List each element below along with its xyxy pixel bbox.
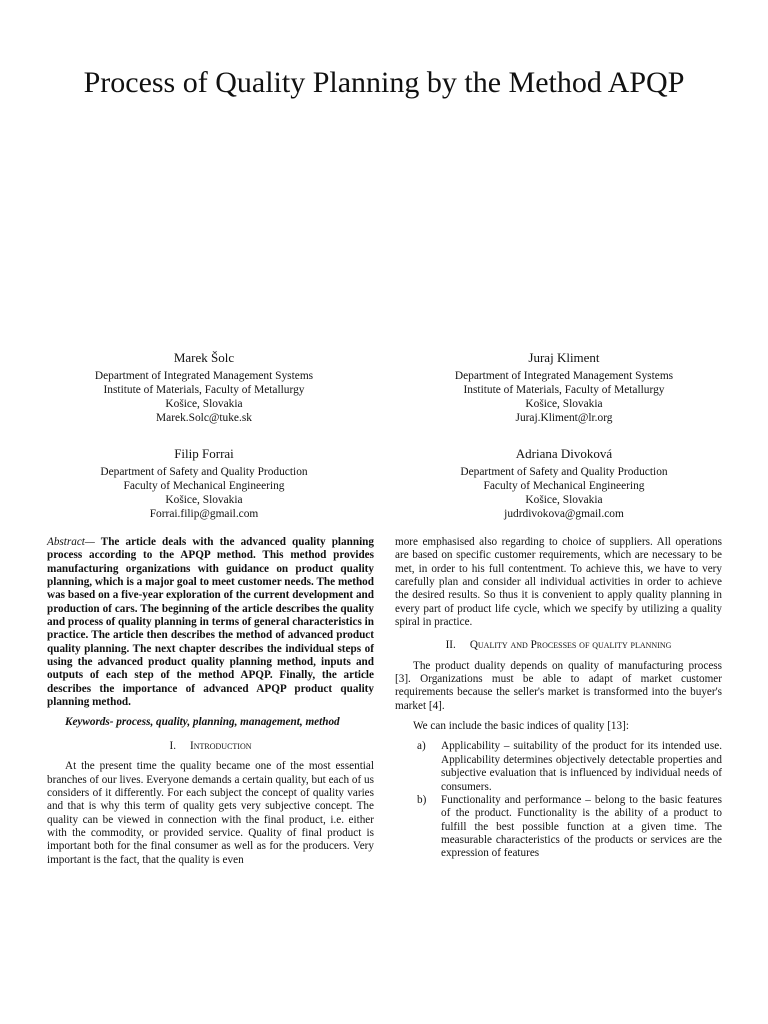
section-title: Introduction <box>190 739 252 752</box>
body-paragraph: more emphasised also regarding to choice of suppliers. All operations are based on specific customer requirements, which are necessary to be met, in order to his full contentment. To achieve this, we have to very carefully plan and consider all individual activities in order to achieve the desired results. So thus it is convenient to apply quality planning in every part of product life cycle, which we specify by utilizing a quality spiral in practice. <box>395 536 722 629</box>
author-institute: Faculty of Mechanical Engineering <box>123 480 285 492</box>
left-column <box>47 536 374 867</box>
list-marker: a) <box>417 740 426 753</box>
section-title: Quality and Processes of quality planning <box>469 639 672 652</box>
author-name: Juraj Kliment <box>528 350 600 365</box>
author-name: Filip Forrai <box>174 446 234 461</box>
author-location: Košice, Slovakia <box>165 398 243 410</box>
section-heading <box>395 639 722 652</box>
section-heading <box>47 740 374 753</box>
list-marker: b) <box>417 793 427 806</box>
keywords: Keywords- process, quality, planning, management, method <box>65 716 340 729</box>
author-institute: Institute of Materials, Faculty of Metallurgy <box>463 384 665 396</box>
abstract <box>47 536 374 709</box>
author-email: Juraj.Kliment@lr.org <box>515 412 613 424</box>
author-block <box>44 350 364 425</box>
list-item <box>395 740 722 793</box>
author-department: Department of Integrated Management Systems <box>454 370 674 382</box>
paper-title: Process of Quality Planning by the Method APQP <box>83 66 685 99</box>
author-department: Department of Safety and Quality Production <box>100 466 308 478</box>
author-email: judrdivokova@gmail.com <box>504 508 624 520</box>
author-location: Košice, Slovakia <box>525 494 603 506</box>
right-column <box>395 536 722 861</box>
body-paragraph: We can include the basic indices of quality [13]: <box>413 720 629 733</box>
list-item-text: Applicability – suitability of the product for its intended use. Applicability determines objectively detectable properties and subjective evaluation that is influenced by individual needs of consumers. <box>441 740 722 793</box>
list-item <box>395 794 722 861</box>
author-institute: Institute of Materials, Faculty of Metallurgy <box>103 384 305 396</box>
author-department: Department of Safety and Quality Production <box>460 466 668 478</box>
list-item-text: Functionality and performance – belong to the basic features of the product. Functionality is the ability of a product to fulfill the best possible function at a given time. The measurable characteristics of the products or services are the expression of features <box>441 793 722 860</box>
section-number: I. <box>169 739 177 752</box>
author-block <box>404 350 724 425</box>
author-location: Košice, Slovakia <box>525 398 603 410</box>
spacer <box>395 713 722 720</box>
spacer <box>395 733 722 740</box>
author-email: Marek.Solc@tuke.sk <box>156 412 252 424</box>
abstract-lead: Abstract— <box>47 536 95 548</box>
body-paragraph: The product duality depends on quality of manufacturing process [3]. Organizations must be able to adapt of market customer requirements because the seller's market is transformed into the buyer's market [4]. <box>395 659 722 712</box>
author-institute: Faculty of Mechanical Engineering <box>483 480 645 492</box>
section-number: II. <box>445 639 456 652</box>
author-name: Marek Šolc <box>173 350 235 365</box>
quality-indices-list <box>395 740 722 860</box>
author-block <box>44 446 364 521</box>
author-email: Forrai.filip@gmail.com <box>149 508 259 520</box>
body-paragraph: At the present time the quality became one of the most essential branches of our lives. Everyone demands a certain quality, but each of us considers of it differently. For each subject the concept of quality varies and that is why this term of quality gets very subjective concept. The quality can be viewed in connection with the final product, i.e. either with the commodity, or provided service. Quality of final product is important both for the final consumer as well as for the producers. Very important is the fact, that the quality is even <box>47 760 374 866</box>
author-location: Košice, Slovakia <box>165 494 243 506</box>
abstract-text: The article deals with the advanced quality planning process according to the APQP method. This method provides manufacturing organizations with guidance on product quality planning, which is a major goal to meet customer needs. The method was based on a five-year exploration of the current development and production of cars. The beginning of the article describes the quality and process of quality planning in terms of general characteristics in practice. The article then describes the method of advanced product quality planning. The next chapter describes the individual steps of using the advanced product quality planning method, inputs and outputs of each step of the method APQP. Finally, the article describes the importance of advanced APQP product quality planning method. <box>47 536 374 709</box>
author-block <box>404 446 724 521</box>
author-department: Department of Integrated Management Systems <box>94 370 314 382</box>
author-name: Adriana Divoková <box>515 446 613 461</box>
